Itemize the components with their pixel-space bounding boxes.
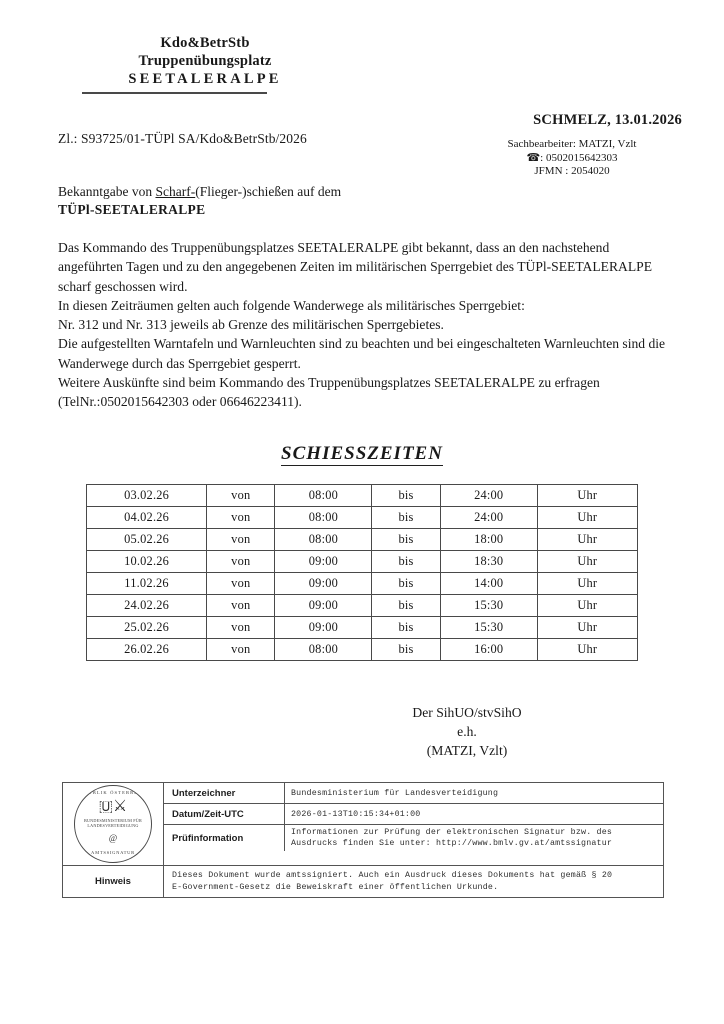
contact-jfmn: JFMN : 2054020 xyxy=(534,165,610,177)
field-pruefinformation xyxy=(164,825,663,851)
cell-bis: bis xyxy=(372,529,440,551)
cell-bis: bis xyxy=(372,573,440,595)
hinweis-line-2: E-Government-Gesetz die Beweiskraft einer öffentlichen Urkunde. xyxy=(172,882,499,892)
subject-prefix: Bekanntgabe von xyxy=(58,184,156,199)
letterhead-line-2: Truppenübungsplatz xyxy=(138,53,272,69)
schedule-heading-text: SCHIESSZEITEN xyxy=(281,443,443,464)
table-row xyxy=(87,595,638,617)
cell-von: von xyxy=(207,573,275,595)
hinweis-line-1: Dieses Dokument wurde amtssigniert. Auch ein Ausdruck dieses Dokuments hat gemäß § 20 xyxy=(172,871,613,880)
at-symbol-icon: @ xyxy=(108,833,118,843)
hinweis-label: Hinweis xyxy=(63,866,164,897)
cell-date: 04.02.26 xyxy=(87,507,207,529)
body-paragraph-5: Weitere Auskünfte sind beim Kommando des Truppenübungsplatzes SEETALERALPE zu erfragen (TelNr.:0502015642303 oder 06646223411). xyxy=(58,375,600,410)
cell-end-time: 14:00 xyxy=(440,573,537,595)
cell-date: 10.02.26 xyxy=(87,551,207,573)
body-text xyxy=(58,238,670,412)
cell-date: 26.02.26 xyxy=(87,639,207,661)
schedule-heading xyxy=(0,443,724,465)
subject-block xyxy=(58,183,341,219)
cell-bis: bis xyxy=(372,595,440,617)
hinweis-row xyxy=(63,866,663,897)
contact-sachbearbeiter: Sachbearbeiter: MATZI, Vzlt xyxy=(507,138,637,150)
cell-bis: bis xyxy=(372,507,440,529)
place-date: SCHMELZ, 13.01.2026 xyxy=(533,112,682,128)
cell-end-time: 18:00 xyxy=(440,529,537,551)
cell-bis: bis xyxy=(372,617,440,639)
amtssignatur-fields xyxy=(164,783,663,865)
field-unterzeichner-value: Bundesministerium für Landesverteidigung xyxy=(291,788,499,798)
subject-suffix: (Flieger-)schießen auf dem xyxy=(195,184,342,199)
contact-block xyxy=(472,138,672,179)
cell-uhr: Uhr xyxy=(537,551,637,573)
cell-uhr: Uhr xyxy=(537,485,637,507)
cell-uhr: Uhr xyxy=(537,639,637,661)
reference-number: Zl.: S93725/01-TÜPl SA/Kdo&BetrStb/2026 xyxy=(58,131,307,146)
table-row xyxy=(87,485,638,507)
cell-von: von xyxy=(207,617,275,639)
letterhead-line-1: Kdo&BetrStb xyxy=(160,35,250,51)
subject-line-2: TÜPl-SEETALERALPE xyxy=(58,202,206,217)
table-row xyxy=(87,617,638,639)
field-datum-zeit-value: 2026-01-13T10:15:34+01:00 xyxy=(291,809,421,819)
amtssignatur-main xyxy=(63,783,663,866)
signature-role: Der SihUO/stvSihO xyxy=(412,705,522,720)
cell-uhr: Uhr xyxy=(537,573,637,595)
cell-bis: bis xyxy=(372,639,440,661)
cell-date: 24.02.26 xyxy=(87,595,207,617)
cell-date: 03.02.26 xyxy=(87,485,207,507)
signature-block xyxy=(0,703,724,760)
cell-start-time: 09:00 xyxy=(275,573,372,595)
cell-end-time: 16:00 xyxy=(440,639,537,661)
field-datum-zeit-label: Datum/Zeit-UTC xyxy=(164,804,285,824)
cell-von: von xyxy=(207,507,275,529)
body-paragraph-4: Die aufgestellten Warntafeln und Warnleuchten sind zu beachten und bei eingeschalteten Warnleuchten sind die Wanderwege durch das Sperrgebiet gesperrt. xyxy=(58,336,666,371)
field-pruefinformation-label: Prüfinformation xyxy=(164,825,285,851)
cell-end-time: 15:30 xyxy=(440,617,537,639)
subject-line-1 xyxy=(58,183,341,201)
letterhead-divider xyxy=(82,92,267,94)
table-row xyxy=(87,529,638,551)
cell-von: von xyxy=(207,639,275,661)
cell-uhr: Uhr xyxy=(537,529,637,551)
table-row xyxy=(87,551,638,573)
seal-bottom-text: AMTSSIGNATUR xyxy=(91,850,135,855)
cell-start-time: 09:00 xyxy=(275,595,372,617)
cell-date: 11.02.26 xyxy=(87,573,207,595)
seal-cell xyxy=(63,783,164,865)
cell-von: von xyxy=(207,595,275,617)
cell-bis: bis xyxy=(372,551,440,573)
cell-von: von xyxy=(207,529,275,551)
pruef-line-2[interactable]: Ausdrucks finden Sie unter: http://www.bmlv.gv.at/amtssignatur xyxy=(291,839,613,848)
cell-start-time: 09:00 xyxy=(275,617,372,639)
cell-bis: bis xyxy=(372,485,440,507)
seal-middle-text: BUNDESMINISTERIUM FÜR LANDESVERTEIDIGUNG xyxy=(83,818,143,829)
cell-start-time: 09:00 xyxy=(275,551,372,573)
cell-date: 05.02.26 xyxy=(87,529,207,551)
seal-top-text: REPUBLIK ÖSTERREICH xyxy=(76,790,150,795)
cell-end-time: 18:30 xyxy=(440,551,537,573)
subject-underlined-word: Scharf- xyxy=(155,184,196,199)
cell-end-time: 15:30 xyxy=(440,595,537,617)
cell-von: von xyxy=(207,485,275,507)
table-row xyxy=(87,639,638,661)
signature-name: (MATZI, Vzlt) xyxy=(426,743,508,758)
cell-start-time: 08:00 xyxy=(275,507,372,529)
hinweis-value xyxy=(164,866,663,897)
field-unterzeichner-label: Unterzeichner xyxy=(164,783,285,803)
cell-end-time: 24:00 xyxy=(440,507,537,529)
letterhead-line-3: SEETALERALPE xyxy=(128,71,282,87)
cell-start-time: 08:00 xyxy=(275,529,372,551)
cell-uhr: Uhr xyxy=(537,507,637,529)
table-row xyxy=(87,507,638,529)
body-paragraph-1: Das Kommando des Truppenübungsplatzes SEETALERALPE gibt bekannt, dass an den nachstehend angeführten Tagen und zu den angegebenen Zeiten im militärischen Sperrgebiet des TÜPl-SEETALERALPE scharf geschossen wird. xyxy=(58,240,653,294)
cell-start-time: 08:00 xyxy=(275,485,372,507)
cell-uhr: Uhr xyxy=(537,595,637,617)
cell-start-time: 08:00 xyxy=(275,639,372,661)
austrian-seal-icon xyxy=(74,785,152,863)
signature-eh: e.h. xyxy=(457,724,477,739)
cell-uhr: Uhr xyxy=(537,617,637,639)
cell-date: 25.02.26 xyxy=(87,617,207,639)
schedule-table-wrapper xyxy=(86,484,638,661)
table-row xyxy=(87,573,638,595)
pruef-line-1: Informationen zur Prüfung der elektronischen Signatur bzw. des xyxy=(291,828,613,837)
schedule-table xyxy=(86,484,638,661)
body-paragraph-2: In diesen Zeiträumen gelten auch folgende Wanderwege als militärisches Sperrgebiet: xyxy=(58,297,525,313)
body-paragraph-3: Nr. 312 und Nr. 313 jeweils ab Grenze des militärischen Sperrgebietes. xyxy=(58,317,444,333)
contact-phone: ☎: 0502015642303 xyxy=(526,151,618,164)
cell-end-time: 24:00 xyxy=(440,485,537,507)
field-datum-zeit xyxy=(164,804,663,825)
amtssignatur-box xyxy=(62,782,664,898)
eagle-icon: 🇺​⚔ xyxy=(98,798,128,815)
cell-von: von xyxy=(207,551,275,573)
field-pruefinformation-value xyxy=(285,825,663,851)
field-unterzeichner xyxy=(164,783,663,804)
letterhead xyxy=(60,34,350,94)
